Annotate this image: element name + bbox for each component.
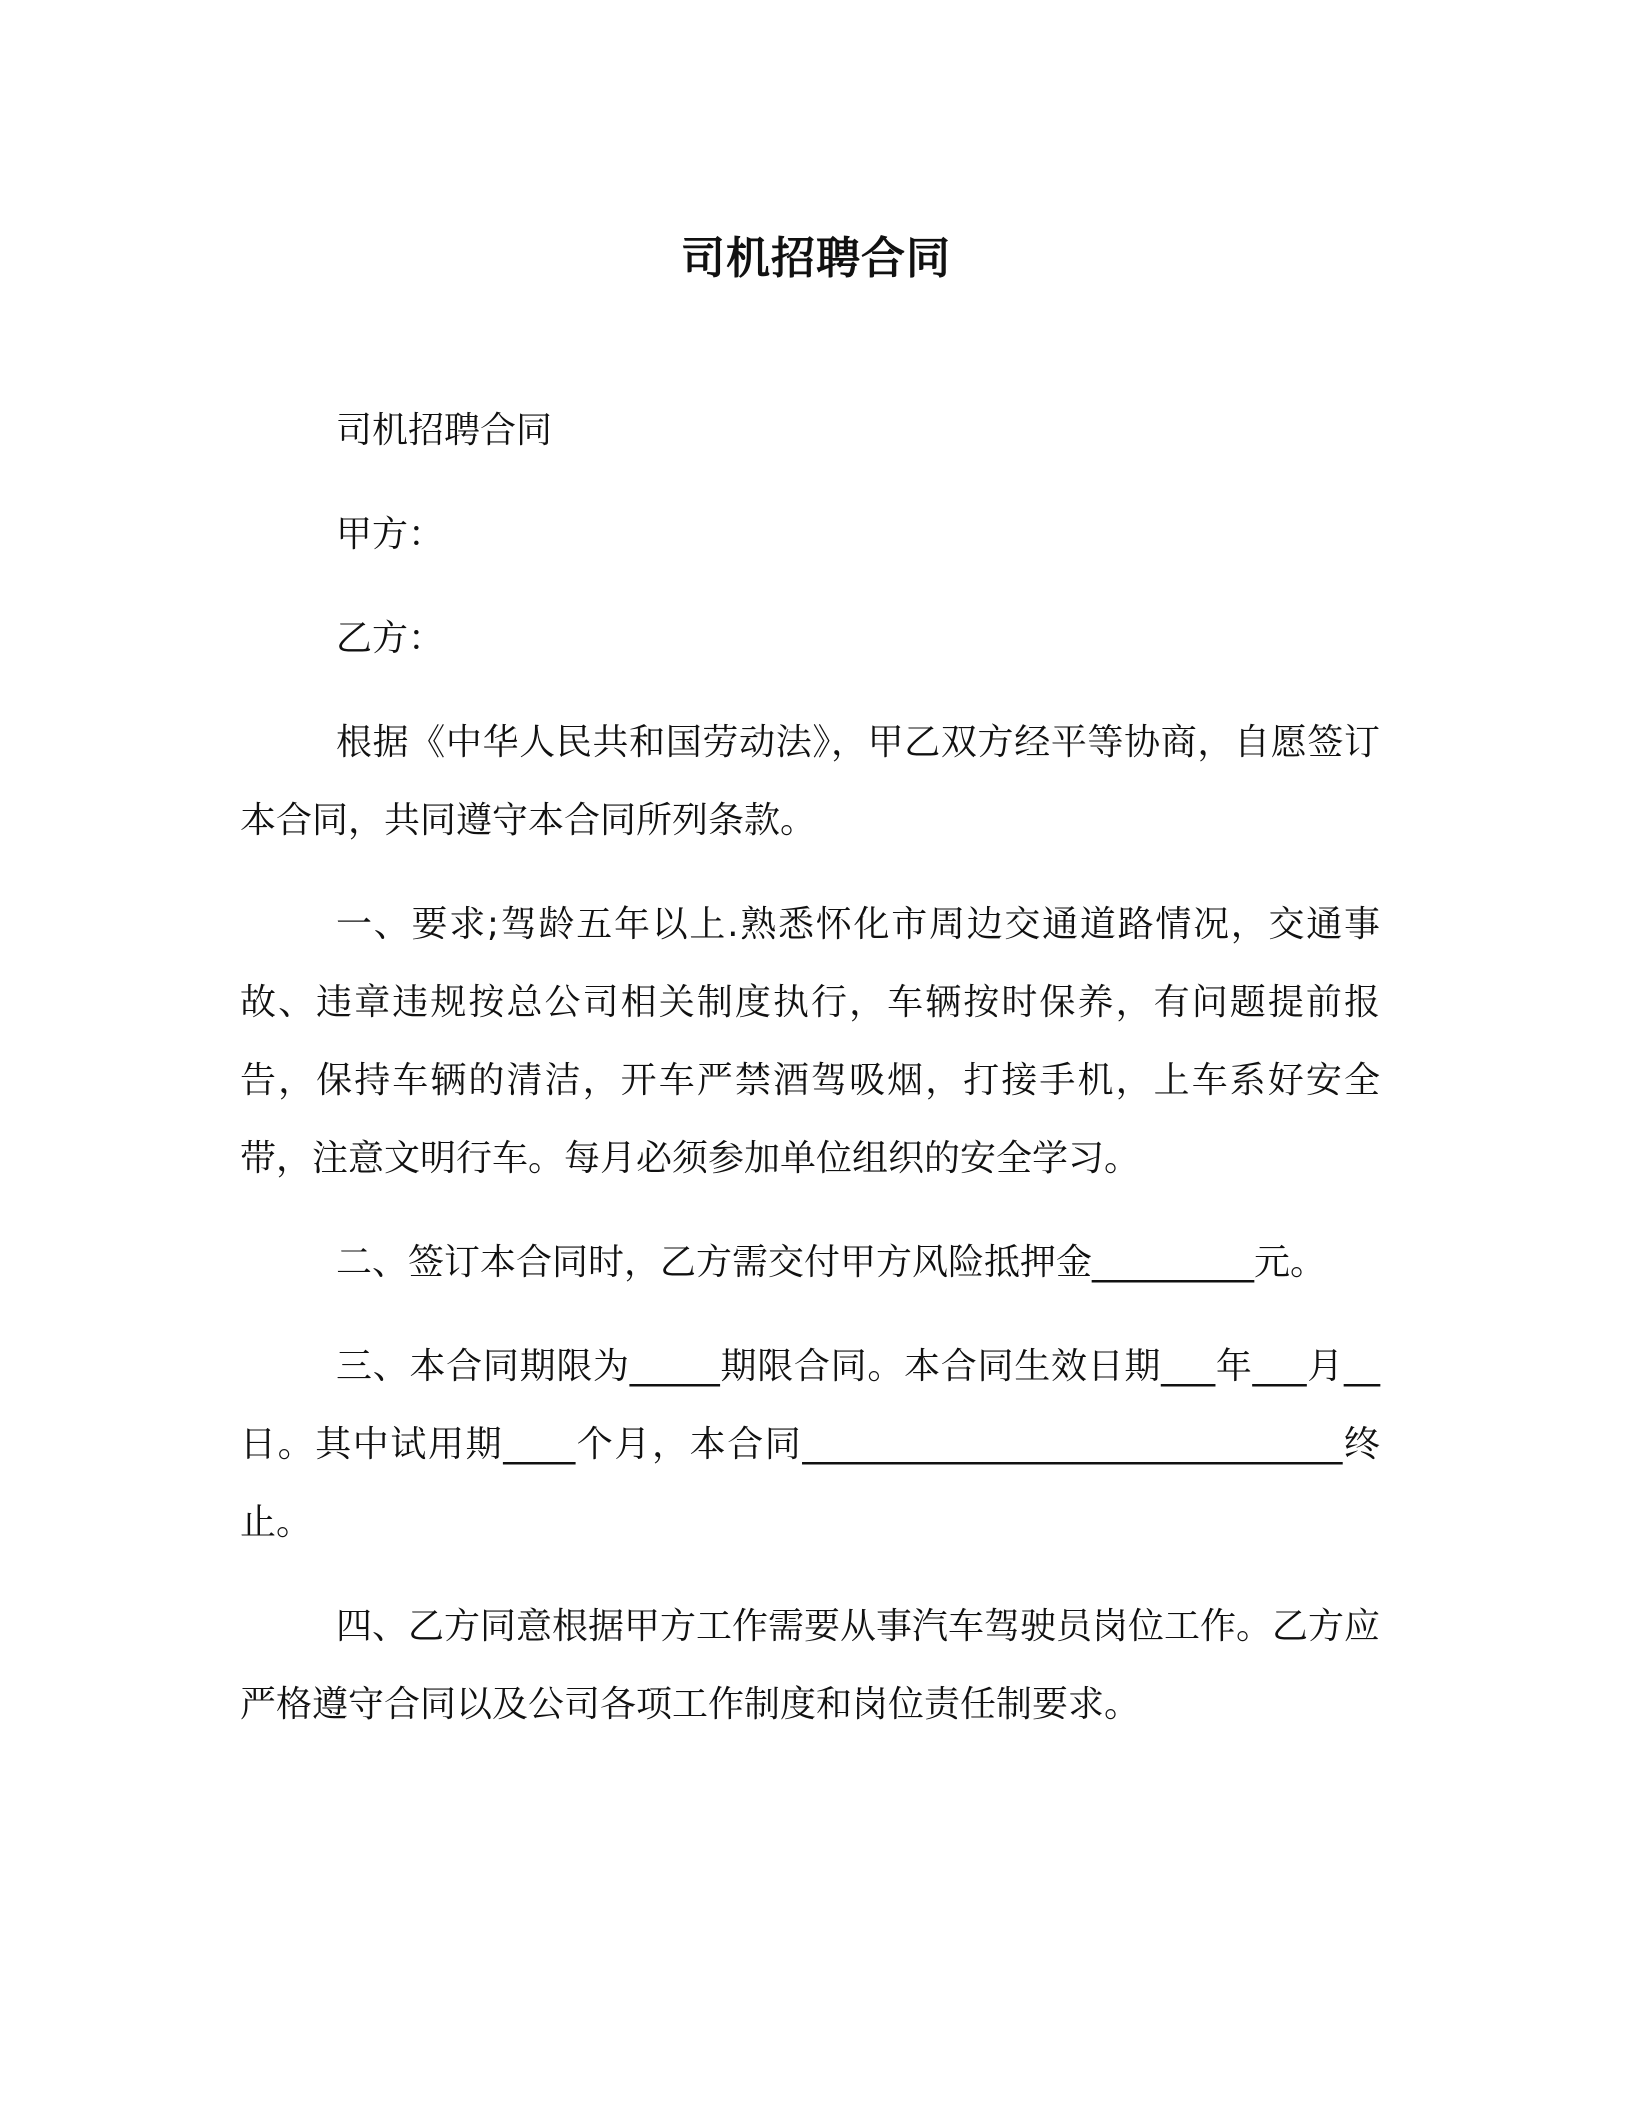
party-a-line: 甲方： — [336, 514, 445, 555]
party-b-line: 乙方： — [336, 618, 445, 659]
clause-3-paragraph: 三、本合同期限为_____期限合同。本合同生效日期___年___月__日。其中试用期____个月，本合同______________________________终止。 — [240, 1346, 1380, 1543]
clause-4-paragraph: 四、乙方同意根据甲方工作需要从事汽车驾驶员岗位工作。乙方应严格遵守合同以及公司各项工作制度和岗位责任制要求。 — [240, 1606, 1381, 1725]
clause-1-paragraph: 一、要求;驾龄五年以上.熟悉怀化市周边交通道路情况，交通事故、违章违规按总公司相关制度执行，车辆按时保养，有问题提前报告，保持车辆的清洁，开车严禁酒驾吸烟，打接手机，上车系好安全带，注意文明行车。每月必须参加单位组织的安全学习。 — [240, 904, 1380, 1179]
document-body — [240, 392, 1380, 1770]
clause-2-paragraph: 二、签订本合同时，乙方需交付甲方风险抵押金_________元。 — [336, 1242, 1327, 1283]
subtitle-line: 司机招聘合同 — [336, 410, 553, 451]
document-title: 司机招聘合同 — [681, 233, 951, 284]
preamble-paragraph: 根据《中华人民共和国劳动法》，甲乙双方经平等协商，自愿签订本合同，共同遵守本合同所列条款。 — [240, 722, 1380, 841]
